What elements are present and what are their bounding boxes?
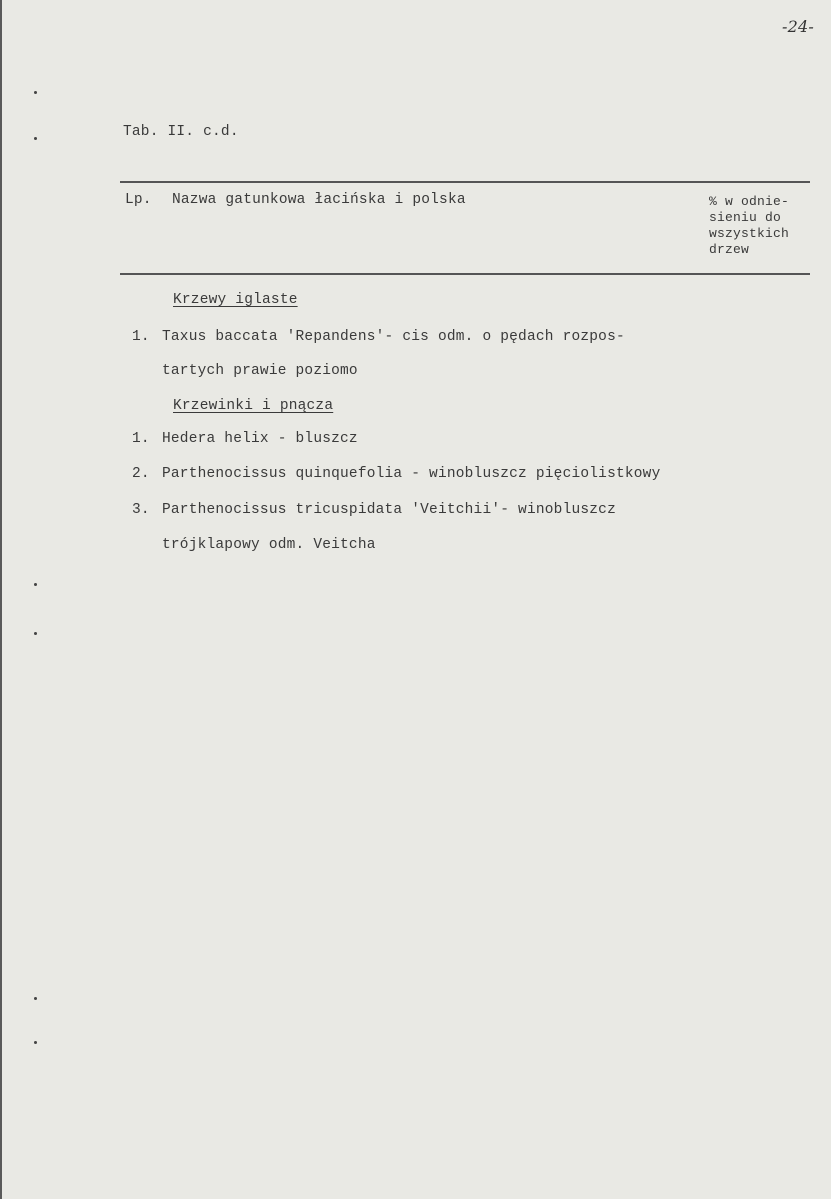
column-header-name: Nazwa gatunkowa łacińska i polska: [172, 192, 466, 208]
section-heading-krzewinki-i-pnacza: Krzewinki i pnącza: [173, 398, 334, 414]
item-number: 1.: [132, 431, 150, 447]
margin-dot: [34, 1041, 37, 1044]
table-top-rule: [120, 181, 810, 183]
item-number: 1.: [132, 329, 150, 345]
item-text-line: Hedera helix - bluszcz: [162, 431, 358, 447]
margin-dot: [34, 632, 37, 635]
item-text-line: trójklapowy odm. Veitcha: [162, 537, 376, 553]
margin-dot: [34, 583, 37, 586]
item-text-line: Parthenocissus tricuspidata 'Veitchii'- winobluszcz: [162, 502, 616, 518]
table-reference: Tab. II. c.d.: [123, 124, 239, 140]
page-number: -24-: [782, 17, 814, 36]
item-number: 2.: [132, 466, 150, 482]
percent-header-line: wszystkich: [709, 226, 790, 241]
percent-header-line: sieniu do: [709, 210, 782, 225]
item-text-line: tartych prawie poziomo: [162, 363, 358, 379]
table-header-rule: [120, 273, 810, 275]
item-text-line: Parthenocissus quinquefolia - winobluszcz pięciolistkowy: [162, 466, 661, 482]
column-header-lp: Lp.: [125, 192, 152, 208]
percent-header-line: % w odnie-: [709, 194, 790, 209]
margin-dot: [34, 997, 37, 1000]
section-heading-krzewy-iglaste: Krzewy iglaste: [173, 292, 298, 308]
item-text-line: Taxus baccata 'Repandens'- cis odm. o pędach rozpos-: [162, 329, 625, 345]
item-number: 3.: [132, 502, 150, 518]
margin-dot: [34, 137, 37, 140]
percent-header-line: drzew: [709, 242, 750, 257]
margin-dot: [34, 91, 37, 94]
column-header-percent: [709, 194, 789, 258]
